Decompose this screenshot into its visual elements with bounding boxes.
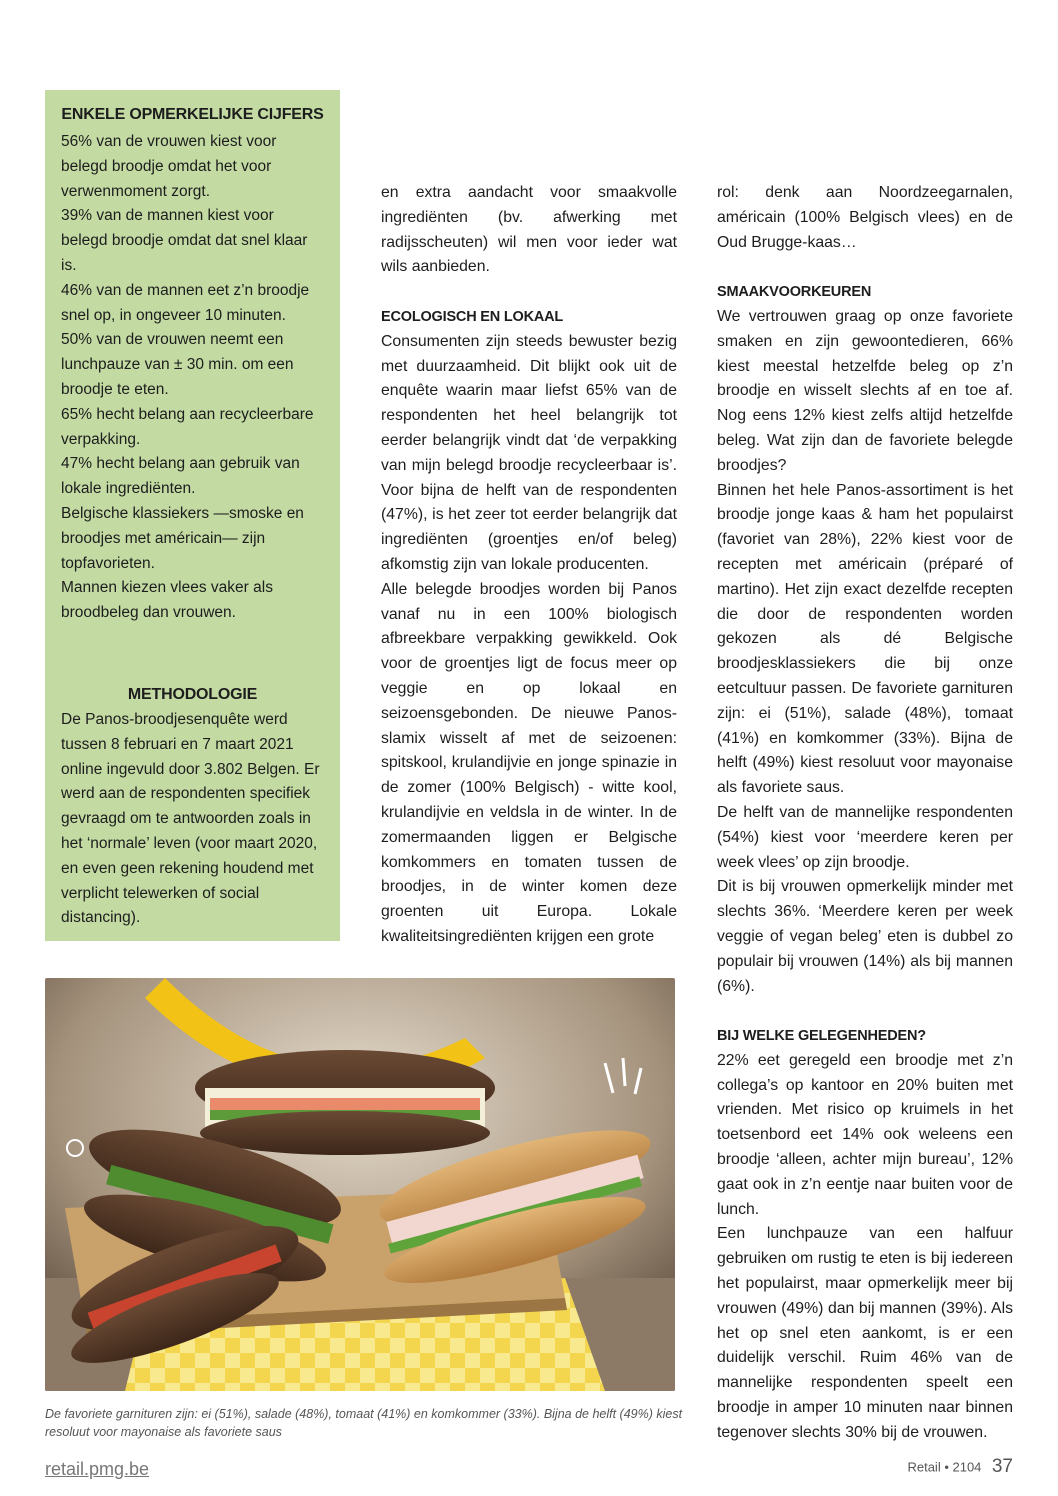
fact-item: 50% van de vrouwen neemt een lunchpauze van ± 30 min. om een broodje te eten.: [61, 331, 294, 398]
paragraph: Binnen het hele Panos-assortiment is het broodje jonge kaas & ham het populairst (favoriet van 28%), 22% kiest voor de recepten met américain (préparé of martino). Het zijn exact dezelfde recepten die door de respondenten worden gekozen als dé Belgische broodjesklassiekers die bij onze eetcultuur passen. De favoriete garnituren zijn: ei (51%), salade (48%), tomaat (41%) en komkommer (33%). Bijna de helft (49%) kiest resoluut voor mayonaise als favoriete saus.: [717, 481, 1013, 797]
fact-item: 39% van de mannen kiest voor belegd broodje omdat dat snel klaar is.: [61, 207, 308, 274]
magazine-issue: Retail • 2104: [907, 1459, 982, 1475]
fact-item: 46% van de mannen eet z’n broodje snel op, in ongeveer 10 minuten.: [61, 281, 310, 324]
sandwich-photo: [45, 978, 675, 1391]
paragraph: We vertrouwen graag op onze favoriete smaken en zijn gewoontedieren, 66% kiest meestal hetzelfde beleg op z’n broodje en wisselt slechts af en toe af. Nog eens 12% kiest zelfs altijd hetzelfde beleg. Wat zijn dan de favoriete belegde broodjes?: [717, 307, 1013, 474]
paragraph: Dit is bij vrouwen opmerkelijk minder met slechts 36%. ‘Meerdere keren per week veggie of vegan beleg’ eten is dubbel zo populair bij vrouwen (14%) als bij mannen (6%).: [717, 878, 1013, 995]
paragraph: Alle belegde broodjes worden bij Panos vanaf nu in een 100% biologisch afbreekbare verpakking gewikkeld. Ook voor de groentjes ligt de focus meer op veggie en op lokaal en seizoensgebonden. De nieuwe Panos-slamix wisselt af met de seizoenen: spitskool, krulandijvie en jonge spinazie in de zomer (100% Belgisch) - witte kool, krulandijvie en veldsla in de winter. In de zomermaanden liggen er Belgische komkommers en tomaten tussen de broodjes, in de winter komen deze groenten uit Europa. Lokale kwaliteitsingrediënten krijgen een grote: [381, 580, 677, 945]
section-heading: ECOLOGISCH EN LOKAAL: [381, 308, 564, 325]
photo-caption: De favoriete garnituren zijn: ei (51%), salade (48%), tomaat (41%) en komkommer (33%). Bijna de helft (49%) kiest resoluut voor mayonaise als favoriete saus: [45, 1407, 683, 1439]
paragraph: De helft van de mannelijke respondenten (54%) kiest voor ‘meerdere keren per week vlees’ op zijn broodje.: [717, 803, 1013, 871]
fact-item: 47% hecht belang aan gebruik van lokale ingrediënten.: [61, 455, 300, 498]
footer-url-link[interactable]: retail.pmg.be: [45, 1459, 150, 1479]
paragraph: 22% eet geregeld een broodje met z’n collega’s op kantoor en 20% buiten met vrienden. Met risico op kruimels in het toetsenbord eet 14% ook weleens een broodje ‘alleen, achter mijn bureau’, 12% gaat ook in z’n eentje naar buiten voor de lunch.: [717, 1051, 1013, 1218]
fact-item: 65% hecht belang aan recycleerbare verpakking.: [61, 405, 314, 448]
paragraph: Een lunchpauze van een halfuur gebruiken om rustig te eten is bij iedereen het populairst, maar opmerkelijk meer bij vrouwen (49%) dan bij mannen (39%). Als het op snel eten aankomt, is er een duidelijk verschil. Ruim 46% van de mannelijke respondenten speelt een broodje in amper 10 minuten naar binnen tegenover slechts 30% bij de vrouwen.: [717, 1225, 1013, 1441]
paragraph: Consumenten zijn steeds bewuster bezig met duurzaamheid. Dit blijkt ook uit de enquête waarin maar liefst 65% van de respondenten het heel belangrijk tot eerder belangrijk vindt dat ‘de verpakking van mijn belegd broodje recycleerbaar is’. Voor bijna de helft van de respondenten (47%), is het zeer tot eerder belangrijk dat ingrediënten (groentjes en/of beleg) afkomstig zijn van lokale producenten.: [381, 332, 677, 573]
section-heading: BIJ WELKE GELEGENHEDEN?: [717, 1028, 926, 1045]
fact-item: Mannen kiezen vlees vaker als broodbeleg dan vrouwen.: [61, 579, 273, 622]
section-heading: SMAAKVOORKEUREN: [717, 284, 872, 301]
methodology-title: METHODOLOGIE: [127, 685, 258, 703]
fact-item: 56% van de vrouwen kiest voor belegd broodje omdat het voor verwenmoment zorgt.: [61, 133, 277, 200]
facts-sidebar: [45, 90, 340, 941]
facts-list: [61, 130, 324, 626]
methodology-text: De Panos-broodjesenquête werd tussen 8 februari en 7 maart 2021 online ingevuld door 3.802 Belgen. Er werd aan de respondenten specifiek gevraagd om te antwoorden zoals in het ‘normale’ leven (voor maart 2020, en even geen rekening houdend met verplicht telewerken of social distancing).: [61, 710, 320, 927]
fact-item: Belgische klassiekers —smoske en broodjes met américain— zijn topfavorieten.: [61, 504, 304, 572]
article-column-middle: [381, 181, 677, 950]
article-column-right: [717, 181, 1013, 1446]
paragraph: en extra aandacht voor smaakvolle ingrediënten (bv. afwerking met radijsscheuten) wil men voor ieder wat wils aanbieden.: [381, 184, 677, 276]
paragraph: rol: denk aan Noordzeegarnalen, américain (100% Belgisch vlees) en de Oud Brugge-kaas…: [717, 184, 1013, 251]
page-number: 37: [991, 1456, 1013, 1477]
facts-title: ENKELE OPMERKELIJKE CIJFERS: [61, 106, 324, 123]
page-footer: [907, 1456, 1013, 1478]
